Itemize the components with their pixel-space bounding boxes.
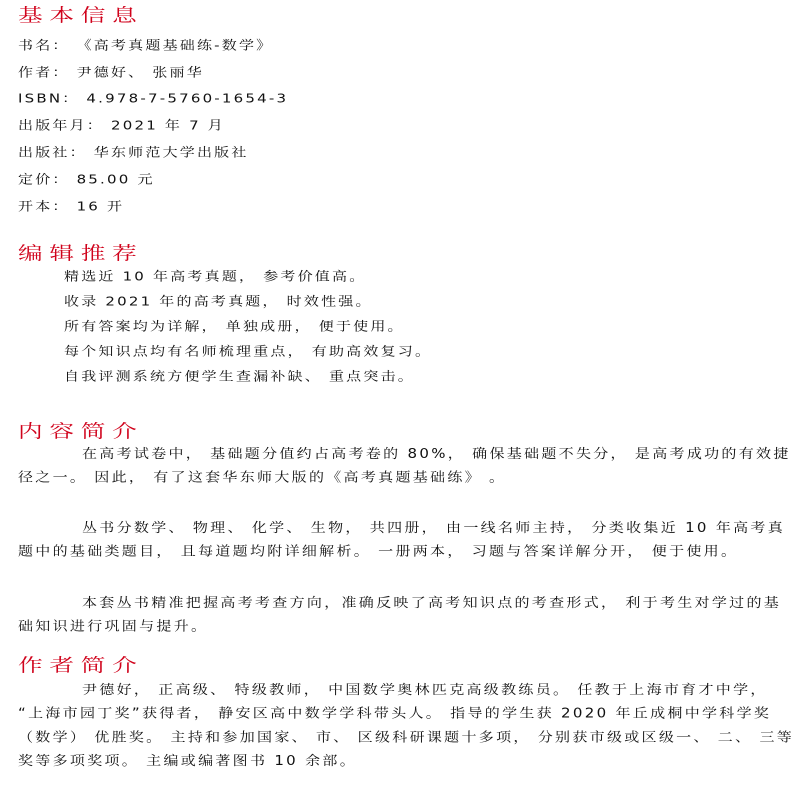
recommend-item: 所有答案均为详解， 单独成册， 便于使用。 [64,318,405,334]
section-title-basic-info: 基本信息 [18,6,144,27]
recommend-item: 每个知识点均有名师梳理重点， 有助高效复习。 [64,343,433,359]
content-paragraph: 本套丛书精准把握高考考查方向，准确反映了高考知识点的考查形式， 利于考生对学过的基础知识进行巩固与提升。 [18,594,782,635]
section-title-editor-recommend: 编辑推荐 [18,244,144,265]
field-price: 定价： 85.00 元 [18,171,155,187]
recommend-item: 自我评测系统方便学生查漏补缺、 重点突击。 [64,368,415,384]
field-format: 开本： 16 开 [18,198,125,214]
field-publish-date: 出版年月： 2021 年 7 月 [18,117,225,133]
section-title-author-intro: 作者简介 [18,656,144,677]
section-title-content-intro: 内容简介 [18,422,144,443]
author-paragraph: 尹德好， 正高级、 特级教师， 中国数学奥林匹克高级教练员。 任教于上海市育才中学， “上海市园丁奖”获得者， 静安区高中数学学科带头人。 指导的学生获 2020 年丘成桐中学科学奖 （数学） 优胜奖。 主持和参加国家、 市、 区级科研课题十多项， 分别获市级或区级一、 二、 三等奖等多项奖项。 主编或编著图书 10 余部。 [18,681,795,769]
content-paragraph: 丛书分数学、 物理、 化学、 生物， 共四册， 由一线名师主持， 分类收集近 10 年高考真题中的基础类题目， 且每道题均附详细解析。 一册两本， 习题与答案详解分开， 便于使用。 [18,519,786,560]
field-isbn: ISBN： 4.978-7-5760-1654-3 [18,90,289,106]
recommend-item: 收录 2021 年的高考真题， 时效性强。 [64,293,373,309]
field-book-name: 书名： 《高考真题基础练-数学》 [18,37,274,53]
field-author: 作者： 尹德好、 张丽华 [18,64,204,80]
recommend-item: 精选近 10 年高考真题， 参考价值高。 [64,268,367,284]
field-publisher: 出版社： 华东师范大学出版社 [18,144,249,160]
content-paragraph: 在高考试卷中， 基础题分值约占高考卷的 80%， 确保基础题不失分， 是高考成功的有效捷径之一。 因此， 有了这套华东师大版的《高考真题基础练》 。 [18,445,791,486]
